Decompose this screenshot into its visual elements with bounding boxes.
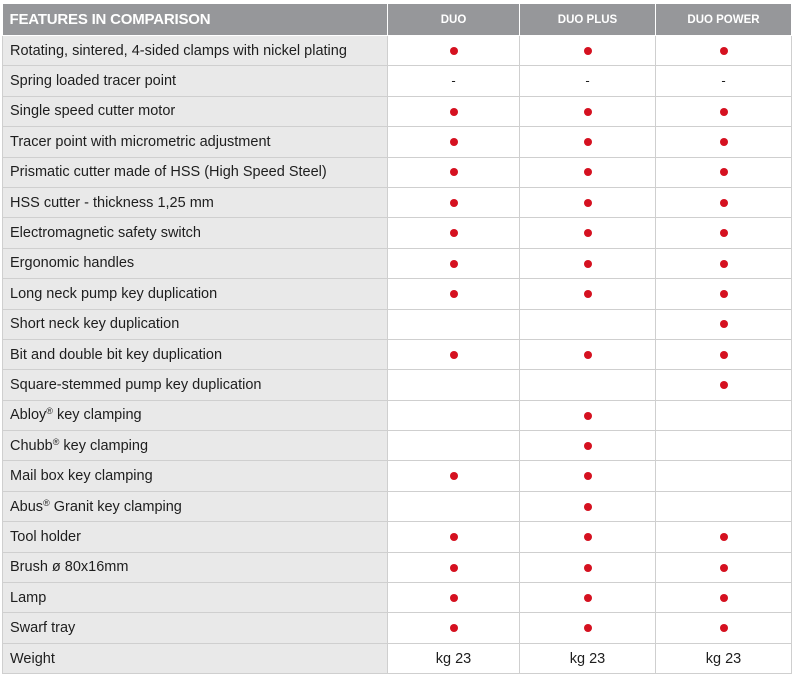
- feature-label: Weight: [10, 650, 55, 667]
- feature-label: Brush ø 80x16mm: [10, 559, 129, 576]
- value-cell-duo: [388, 248, 520, 278]
- feature-label: Rotating, sintered, 4-sided clamps with nickel plating: [10, 42, 347, 59]
- value-cell-duo-power: [656, 370, 792, 400]
- value-cell-duo: [388, 461, 520, 491]
- table-row: [3, 613, 792, 643]
- feature-label: Abloy: [10, 407, 47, 424]
- red-dot-icon: [720, 47, 728, 55]
- value-cell-duo-plus: [520, 613, 656, 643]
- table-row: [3, 248, 792, 278]
- table-row: [3, 583, 792, 613]
- red-dot-icon: [450, 260, 458, 268]
- feature-name: [3, 36, 388, 66]
- table-row: [3, 218, 792, 248]
- value-cell-duo-power: [656, 36, 792, 66]
- red-dot-icon: [584, 533, 592, 541]
- feature-label-rest: Granit key clamping: [49, 498, 182, 515]
- table-row: [3, 66, 792, 96]
- feature-label-rest: key clamping: [52, 407, 142, 424]
- red-dot-icon: [584, 351, 592, 359]
- value-cell-duo: [388, 522, 520, 552]
- red-dot-icon: [720, 594, 728, 602]
- dash-value: -: [721, 73, 726, 89]
- feature-name: [3, 491, 388, 521]
- red-dot-icon: [584, 472, 592, 480]
- feature-name: [3, 400, 388, 430]
- value-cell-duo-power: [656, 279, 792, 309]
- red-dot-icon: [584, 290, 592, 298]
- feature-label: Tracer point with micrometric adjustment: [10, 133, 271, 150]
- table-row: [3, 127, 792, 157]
- features-header: FEATURES IN COMPARISON: [3, 4, 388, 36]
- red-dot-icon: [584, 594, 592, 602]
- table-row: [3, 279, 792, 309]
- feature-label: Abus: [10, 498, 44, 515]
- red-dot-icon: [450, 290, 458, 298]
- value-cell-duo-plus: [520, 157, 656, 187]
- table-body: [3, 36, 792, 674]
- value-cell-duo: [388, 66, 520, 96]
- feature-name: [3, 522, 388, 552]
- red-dot-icon: [584, 412, 592, 420]
- value-cell-duo-plus: [520, 491, 656, 521]
- feature-name: [3, 643, 388, 673]
- value-cell-duo-power: [656, 431, 792, 461]
- feature-name: [3, 339, 388, 369]
- registered-mark: ®: [46, 406, 53, 417]
- red-dot-icon: [720, 351, 728, 359]
- value-cell-duo-power: [656, 583, 792, 613]
- value-cell-duo: [388, 431, 520, 461]
- feature-name: [3, 157, 388, 187]
- feature-label: Single speed cutter motor: [10, 103, 176, 120]
- value-cell-duo: [388, 279, 520, 309]
- value-cell-duo-plus: [520, 552, 656, 582]
- value-cell-duo: [388, 36, 520, 66]
- value-cell-duo-plus: [520, 127, 656, 157]
- value-cell-duo: [388, 96, 520, 126]
- feature-name: [3, 583, 388, 613]
- red-dot-icon: [584, 442, 592, 450]
- feature-name: [3, 96, 388, 126]
- value-cell-duo: [388, 187, 520, 217]
- table-row: [3, 400, 792, 430]
- feature-name: [3, 127, 388, 157]
- red-dot-icon: [584, 564, 592, 572]
- model-header-duo-plus: DUO PLUS: [520, 4, 656, 36]
- red-dot-icon: [720, 168, 728, 176]
- red-dot-icon: [584, 199, 592, 207]
- feature-label: Long neck pump key duplication: [10, 285, 218, 302]
- value-cell-duo: [388, 218, 520, 248]
- red-dot-icon: [450, 108, 458, 116]
- table-row: [3, 187, 792, 217]
- table-row: [3, 522, 792, 552]
- weight-value: kg 23: [435, 650, 472, 667]
- red-dot-icon: [450, 533, 458, 541]
- value-cell-duo-plus: [520, 309, 656, 339]
- feature-name: [3, 309, 388, 339]
- red-dot-icon: [584, 108, 592, 116]
- value-cell-duo-plus: [520, 96, 656, 126]
- weight-value: kg 23: [705, 650, 742, 667]
- value-cell-duo-plus: [520, 339, 656, 369]
- red-dot-icon: [720, 290, 728, 298]
- feature-label: Mail box key clamping: [10, 468, 153, 485]
- feature-name: [3, 552, 388, 582]
- value-cell-duo-plus: [520, 36, 656, 66]
- red-dot-icon: [450, 624, 458, 632]
- red-dot-icon: [450, 564, 458, 572]
- red-dot-icon: [720, 229, 728, 237]
- value-cell-duo: [388, 339, 520, 369]
- red-dot-icon: [584, 229, 592, 237]
- value-cell-duo-power: [656, 613, 792, 643]
- feature-name: [3, 66, 388, 96]
- feature-label: Swarf tray: [10, 620, 76, 637]
- red-dot-icon: [720, 564, 728, 572]
- value-cell-duo: [388, 127, 520, 157]
- value-cell-duo-plus: [520, 218, 656, 248]
- table-header: [3, 4, 792, 36]
- red-dot-icon: [450, 47, 458, 55]
- red-dot-icon: [450, 138, 458, 146]
- feature-name: [3, 431, 388, 461]
- red-dot-icon: [584, 624, 592, 632]
- feature-label: Tool holder: [10, 528, 81, 545]
- dash-value: -: [585, 73, 590, 89]
- red-dot-icon: [450, 168, 458, 176]
- feature-label: Square-stemmed pump key duplication: [10, 376, 262, 393]
- table-row: [3, 643, 792, 673]
- red-dot-icon: [450, 229, 458, 237]
- value-cell-duo-plus: [520, 66, 656, 96]
- red-dot-icon: [584, 168, 592, 176]
- value-cell-duo-power: [656, 522, 792, 552]
- feature-name: [3, 218, 388, 248]
- feature-label: Prismatic cutter made of HSS (High Speed Steel): [10, 164, 327, 181]
- red-dot-icon: [720, 138, 728, 146]
- table-row: [3, 157, 792, 187]
- feature-label: Lamp: [10, 589, 47, 606]
- value-cell-duo-plus: [520, 279, 656, 309]
- red-dot-icon: [720, 381, 728, 389]
- feature-label-rest: key clamping: [59, 437, 149, 454]
- value-cell-duo: [388, 552, 520, 582]
- value-cell-duo-power: [656, 339, 792, 369]
- value-cell-duo-power: [656, 491, 792, 521]
- value-cell-duo-plus: [520, 370, 656, 400]
- value-cell-duo-power: [656, 643, 792, 673]
- value-cell-duo-power: [656, 218, 792, 248]
- value-cell-duo-plus: [520, 461, 656, 491]
- value-cell-duo-plus: [520, 248, 656, 278]
- table-row: [3, 461, 792, 491]
- red-dot-icon: [450, 351, 458, 359]
- value-cell-duo: [388, 309, 520, 339]
- red-dot-icon: [584, 138, 592, 146]
- table-row: [3, 339, 792, 369]
- red-dot-icon: [584, 47, 592, 55]
- red-dot-icon: [584, 503, 592, 511]
- feature-label: Spring loaded tracer point: [10, 73, 177, 90]
- value-cell-duo-plus: [520, 187, 656, 217]
- comparison-table: [2, 4, 792, 674]
- value-cell-duo-power: [656, 309, 792, 339]
- feature-name: [3, 461, 388, 491]
- model-header-duo: DUO: [388, 4, 520, 36]
- feature-name: [3, 248, 388, 278]
- table-row: [3, 36, 792, 66]
- value-cell-duo: [388, 583, 520, 613]
- value-cell-duo-power: [656, 552, 792, 582]
- feature-label: Bit and double bit key duplication: [10, 346, 223, 363]
- feature-name: [3, 370, 388, 400]
- table-row: [3, 552, 792, 582]
- feature-label: Ergonomic handles: [10, 255, 135, 272]
- weight-value: kg 23: [569, 650, 606, 667]
- header-row: [3, 4, 792, 36]
- table-row: [3, 431, 792, 461]
- feature-name: [3, 279, 388, 309]
- red-dot-icon: [720, 533, 728, 541]
- value-cell-duo-power: [656, 400, 792, 430]
- value-cell-duo-plus: [520, 643, 656, 673]
- value-cell-duo-plus: [520, 400, 656, 430]
- red-dot-icon: [720, 320, 728, 328]
- table-row: [3, 491, 792, 521]
- value-cell-duo-plus: [520, 583, 656, 613]
- value-cell-duo: [388, 157, 520, 187]
- feature-label: HSS cutter - thickness 1,25 mm: [10, 194, 214, 211]
- registered-mark: ®: [52, 436, 60, 447]
- table-row: [3, 370, 792, 400]
- red-dot-icon: [450, 594, 458, 602]
- value-cell-duo: [388, 643, 520, 673]
- red-dot-icon: [720, 260, 728, 268]
- value-cell-duo: [388, 491, 520, 521]
- feature-label: Chubb: [10, 437, 53, 454]
- value-cell-duo: [388, 370, 520, 400]
- value-cell-duo-power: [656, 127, 792, 157]
- registered-mark: ®: [43, 497, 50, 508]
- red-dot-icon: [450, 199, 458, 207]
- value-cell-duo-power: [656, 66, 792, 96]
- value-cell-duo-power: [656, 187, 792, 217]
- red-dot-icon: [584, 260, 592, 268]
- value-cell-duo-plus: [520, 431, 656, 461]
- table-row: [3, 96, 792, 126]
- red-dot-icon: [720, 624, 728, 632]
- value-cell-duo: [388, 400, 520, 430]
- red-dot-icon: [720, 199, 728, 207]
- feature-name: [3, 613, 388, 643]
- feature-label: Short neck key duplication: [10, 316, 180, 333]
- value-cell-duo-power: [656, 248, 792, 278]
- model-header-duo-power: DUO POWER: [656, 4, 792, 36]
- red-dot-icon: [450, 472, 458, 480]
- dash-value: -: [451, 73, 456, 89]
- value-cell-duo: [388, 613, 520, 643]
- red-dot-icon: [720, 108, 728, 116]
- value-cell-duo-power: [656, 461, 792, 491]
- value-cell-duo-power: [656, 157, 792, 187]
- feature-name: [3, 187, 388, 217]
- value-cell-duo-power: [656, 96, 792, 126]
- table-row: [3, 309, 792, 339]
- feature-label: Electromagnetic safety switch: [10, 225, 201, 242]
- value-cell-duo-plus: [520, 522, 656, 552]
